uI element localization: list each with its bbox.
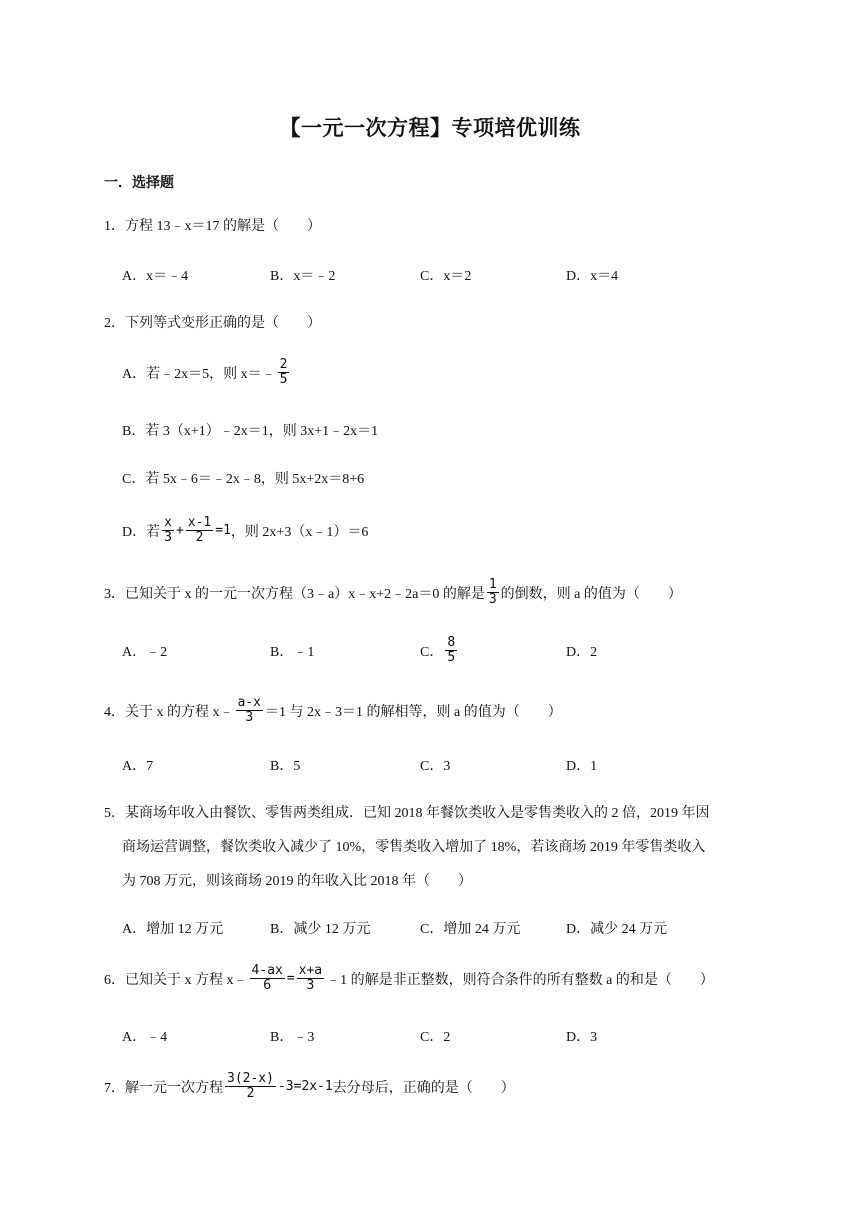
- question-4-option-a: A．7: [122, 759, 154, 774]
- fraction-denominator: 2: [195, 530, 204, 545]
- plus-sign: +: [175, 523, 184, 538]
- page-title: 【一元一次方程】专项培优训练: [279, 116, 581, 140]
- fraction-denominator: 5: [279, 372, 288, 387]
- question-4-option-c: C．3: [420, 759, 451, 774]
- fraction-numerator: x-1: [187, 515, 212, 530]
- minus-sign: ﹣: [261, 366, 276, 382]
- question-5-line-2: 商场运营调整，餐饮类收入减少了 10%，零售类收入增加了 18%，若该商场 2019 年零售类收入: [122, 840, 706, 855]
- question-5-line-1: 5．某商场年收入由餐饮、零售两类组成．已知 2018 年餐饮类收入是零售类收入的 2 倍，2019 年因: [104, 806, 710, 821]
- fraction: [225, 1072, 276, 1101]
- stem-suffix: 的倒数，则 a 的值为（ ）: [500, 586, 682, 602]
- option-c-label: C．: [420, 644, 444, 660]
- stem-prefix: 4．关于 x 的方程 x﹣: [104, 704, 234, 720]
- question-6-option-a: A．﹣4: [122, 1030, 168, 1045]
- question-3-option-a: A．﹣2: [122, 645, 168, 660]
- question-3-stem: [104, 578, 682, 607]
- question-1-option-a: A．x＝﹣4: [122, 269, 189, 284]
- question-1-stem: 1．方程 13﹣x＝17 的解是（ ）: [104, 219, 321, 234]
- fraction: [278, 358, 290, 387]
- stem-suffix: ﹣1 的解是非正整数，则符合条件的所有整数 a 的和是（ ）: [326, 972, 714, 988]
- question-6-stem: [104, 964, 714, 993]
- fraction: [487, 578, 499, 607]
- fraction-numerator: 1: [488, 577, 497, 592]
- question-1-option-d: D．x＝4: [566, 269, 619, 284]
- question-3-option-d: D．2: [566, 645, 598, 660]
- question-6-option-d: D．3: [566, 1030, 598, 1045]
- question-3-option-b: B．﹣1: [270, 645, 315, 660]
- option-d-suffix: ，则 2x+3（x﹣1）＝6: [230, 524, 369, 540]
- fraction-denominator: 3: [488, 592, 497, 607]
- question-6-option-c: C．2: [420, 1030, 451, 1045]
- equals-sign: =: [286, 971, 295, 986]
- option-a-text: A．若﹣2x＝5，则 x＝: [122, 366, 262, 382]
- section-heading: 一．选择题: [104, 175, 174, 191]
- question-5-line-3: 为 708 万元，则该商场 2019 的年收入比 2018 年（ ）: [122, 874, 472, 889]
- question-2-option-b: B．若 3（x+1）﹣2x＝1，则 3x+1﹣2x＝1: [122, 424, 379, 439]
- fraction: [445, 636, 457, 665]
- question-6-option-b: B．﹣3: [270, 1030, 315, 1045]
- fraction-numerator: 3(2-x): [227, 1071, 274, 1086]
- question-4-stem: [104, 696, 562, 725]
- stem-suffix: ＝1 与 2x﹣3＝1 的解相等，则 a 的值为（ ）: [264, 704, 562, 720]
- fraction-denominator: 5: [447, 650, 456, 665]
- question-2-option-c: C．若 5x﹣6＝﹣2x﹣8，则 5x+2x＝8+6: [122, 472, 365, 487]
- question-5-option-c: C．增加 24 万元: [420, 922, 521, 937]
- fraction-denominator: 3: [164, 530, 172, 545]
- stem-prefix: 3．已知关于 x 的一元一次方程（3﹣a）x﹣x+2﹣2a＝0 的解是: [104, 586, 485, 602]
- fraction-numerator: a-x: [237, 695, 261, 710]
- question-4-option-d: D．1: [566, 759, 598, 774]
- fraction-2: [186, 516, 213, 545]
- equation-expression: -3=2x-1: [277, 1079, 333, 1094]
- equals-one: =1: [215, 523, 231, 538]
- fraction-numerator: x: [164, 515, 172, 530]
- fraction-1: [162, 516, 174, 545]
- question-2-option-d: [122, 516, 368, 545]
- question-1-option-b: B．x＝﹣2: [270, 269, 336, 284]
- fraction-numerator: x+a: [298, 963, 323, 978]
- fraction-1: [250, 964, 285, 993]
- question-5-option-a: A．增加 12 万元: [122, 922, 224, 937]
- question-2-option-a: [122, 358, 291, 387]
- stem-prefix: 6．已知关于 x 方程 x﹣: [104, 972, 248, 988]
- stem-prefix: 7．解一元一次方程: [104, 1080, 223, 1096]
- fraction-2: [297, 964, 324, 993]
- fraction-denominator: 3: [306, 978, 315, 993]
- fraction: [236, 696, 263, 725]
- fraction-denominator: 2: [246, 1086, 255, 1101]
- question-5-option-d: D．减少 24 万元: [566, 922, 668, 937]
- fraction-numerator: 8: [447, 635, 456, 650]
- fraction-denominator: 6: [263, 978, 272, 993]
- question-7-stem: [104, 1072, 515, 1101]
- question-2-stem: 2．下列等式变形正确的是（ ）: [104, 316, 321, 331]
- option-d-prefix: D．若: [122, 524, 161, 540]
- question-4-option-b: B．5: [270, 759, 301, 774]
- question-1-option-c: C．x＝2: [420, 269, 472, 284]
- question-5-option-b: B．减少 12 万元: [270, 922, 371, 937]
- fraction-numerator: 2: [279, 357, 288, 372]
- fraction-denominator: 3: [245, 710, 254, 725]
- fraction-numerator: 4-ax: [251, 963, 283, 978]
- stem-suffix: 去分母后，正确的是（ ）: [332, 1080, 515, 1096]
- question-3-option-c: [420, 636, 459, 665]
